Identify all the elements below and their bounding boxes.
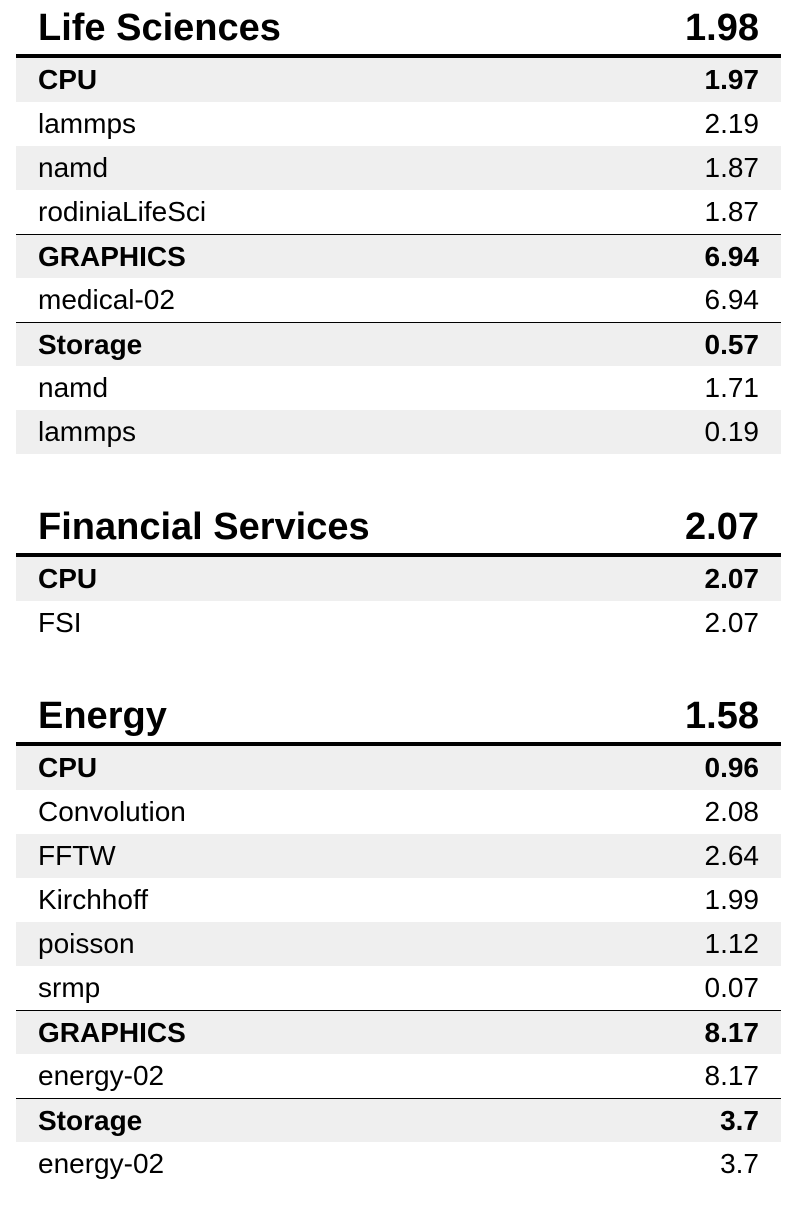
table-row	[16, 278, 781, 322]
row-label: rodiniaLifeSci	[38, 196, 207, 227]
section-header	[16, 506, 781, 557]
row-value: 1.71	[704, 372, 759, 403]
row-value: 2.07	[704, 607, 759, 638]
row-label: FSI	[38, 607, 82, 638]
row-value: 3.7	[720, 1105, 759, 1136]
category-row-cpu	[16, 557, 781, 601]
table-row	[16, 366, 781, 410]
row-value: 2.64	[704, 840, 759, 871]
row-value: 3.7	[720, 1148, 759, 1179]
table-row	[16, 1054, 781, 1098]
row-label: lammps	[38, 108, 137, 139]
row-value: 2.08	[704, 796, 759, 827]
row-label: Storage	[38, 329, 143, 360]
row-label: energy-02	[38, 1060, 165, 1091]
section-score: 1.58	[685, 695, 759, 737]
row-label: Convolution	[38, 796, 186, 827]
row-value: 0.57	[704, 329, 759, 360]
section-title: Life Sciences	[38, 7, 281, 49]
row-label: CPU	[38, 752, 98, 783]
section-score: 2.07	[685, 506, 759, 548]
row-value: 6.94	[704, 241, 759, 272]
row-label: namd	[38, 372, 109, 403]
category-row-storage	[16, 1098, 781, 1142]
row-label: FFTW	[38, 840, 116, 871]
table-row	[16, 834, 781, 878]
row-label: energy-02	[38, 1148, 165, 1179]
category-row-graphics	[16, 1010, 781, 1054]
section-title: Energy	[38, 695, 167, 737]
row-label: GRAPHICS	[38, 1017, 186, 1048]
row-value: 0.07	[704, 972, 759, 1003]
category-row-cpu	[16, 58, 781, 102]
table-row	[16, 790, 781, 834]
section-life-sciences	[16, 7, 781, 454]
row-label: CPU	[38, 64, 98, 95]
table-row	[16, 1142, 781, 1186]
row-label: Kirchhoff	[38, 884, 148, 915]
table-row	[16, 146, 781, 190]
row-label: poisson	[38, 928, 135, 959]
row-value: 1.97	[704, 64, 759, 95]
row-value: 1.99	[704, 884, 759, 915]
row-value: 1.87	[704, 152, 759, 183]
section-header	[16, 695, 781, 746]
section-financial-services	[16, 506, 781, 645]
section-energy	[16, 695, 781, 1186]
section-header	[16, 7, 781, 58]
table-row	[16, 410, 781, 454]
row-value: 2.19	[704, 108, 759, 139]
row-label: srmp	[38, 972, 101, 1003]
section-title: Financial Services	[38, 506, 370, 548]
row-label: GRAPHICS	[38, 241, 186, 272]
table-row	[16, 922, 781, 966]
row-label: CPU	[38, 563, 98, 594]
row-value: 2.07	[704, 563, 759, 594]
row-label: lammps	[38, 416, 137, 447]
row-value: 8.17	[704, 1060, 759, 1091]
row-value: 1.87	[704, 196, 759, 227]
table-row	[16, 878, 781, 922]
table-row	[16, 190, 781, 234]
table-row	[16, 966, 781, 1010]
table-row	[16, 601, 781, 645]
row-value: 6.94	[704, 284, 759, 315]
row-label: namd	[38, 152, 109, 183]
row-value: 0.19	[704, 416, 759, 447]
row-value: 0.96	[704, 752, 759, 783]
category-row-graphics	[16, 234, 781, 278]
table-row	[16, 102, 781, 146]
row-label: medical-02	[38, 284, 175, 315]
category-row-storage	[16, 322, 781, 366]
section-score: 1.98	[685, 7, 759, 49]
category-row-cpu	[16, 746, 781, 790]
row-label: Storage	[38, 1105, 143, 1136]
row-value: 1.12	[704, 928, 759, 959]
row-value: 8.17	[704, 1017, 759, 1048]
